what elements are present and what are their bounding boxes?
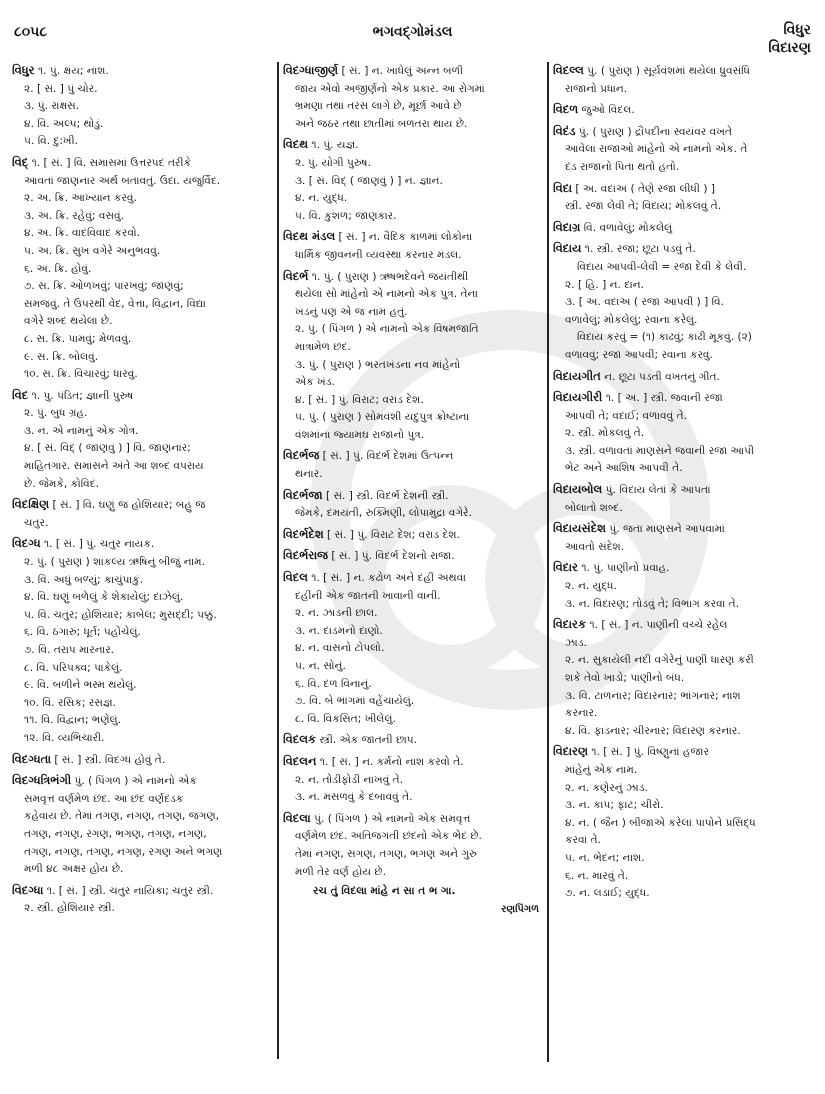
headword: વિદાયસંદેશ	[553, 521, 607, 536]
definition-line: થનાર.	[295, 468, 323, 481]
definition-line: ૨. ન. સુકાયેલી નદી વગેરેનું પાણી ધારણ કરી	[565, 654, 754, 667]
dictionary-entry	[283, 487, 545, 523]
headword: વિદાર	[553, 560, 578, 575]
definition-line: ૨. ન. કણેરનું ઝાડ.	[565, 781, 648, 794]
dictionary-entry	[553, 559, 817, 613]
definition-line: તગણ, નગણ, રગણ, ભગણ, તગણ, નગણ,	[24, 827, 207, 840]
headword: વિદર્ભદેશ	[283, 526, 324, 541]
entry-headline	[12, 751, 274, 770]
dictionary-entry	[283, 526, 545, 545]
dictionary-entry	[553, 240, 817, 364]
definition-line: ૭. ન. લડાઈ; યુદ્ધ.	[565, 887, 650, 900]
definition-line: આવેલા રાજાઓ માંહેનો એ નામનો એક. તે	[565, 143, 748, 156]
dictionary-entry	[12, 387, 274, 494]
headword: વિદલક	[283, 732, 317, 747]
dictionary-entry	[553, 520, 817, 556]
entry-headline	[553, 389, 817, 408]
entry-headline	[12, 535, 274, 554]
dictionary-entry	[12, 535, 274, 747]
definition-text: પું. ( પિંગળ ) એ નામનો એક સમવૃત્ત	[310, 812, 471, 825]
dictionary-entry	[553, 219, 817, 238]
headword: વિદા	[553, 180, 573, 195]
definition-text: પું. વિદાય લેતાં કે આપતાં	[602, 484, 711, 497]
definition-text: ૧. પું. પાણીનો પ્રવાહ.	[577, 562, 670, 575]
headword: વિદ	[12, 387, 29, 402]
headword: વિદારક	[553, 617, 587, 632]
definition-line: બોલાતો શબ્દ.	[565, 501, 623, 514]
definition-line: ૫. વિ. દુ:ખી.	[24, 135, 79, 148]
definition-line: તેમાં નગણ, સગણ, તગણ, ભગણ અને ગુરુ	[295, 847, 477, 860]
page-number: ૮૦૫૮	[14, 24, 48, 40]
definition-text: [ સં. ] વિ. ઘણું જ હોશિયાર; બહુ જ	[49, 499, 206, 512]
dictionary-entry	[553, 389, 817, 478]
headword: વિદલન	[283, 753, 317, 768]
dictionary-entry	[283, 228, 545, 264]
headword: વિદાગ્ર	[553, 219, 581, 234]
definition-line: ૩. ન. કાપ; ફાટ; ચીરો.	[565, 799, 664, 812]
definition-line: માંહેનું એક નામ.	[565, 763, 638, 776]
definition-line: માહિતગાર. સમાસને અંતે આ શબ્દ વપરાય	[24, 460, 204, 473]
definition-text: પું. ( પિંગળ ) એ નામનો એક	[71, 775, 197, 788]
definition-text: [ સં. ] ન. વૈદિક કાળમાં લોકોના	[335, 231, 473, 244]
definition-text: [ સં. ] પું. વિરાટ દેશ; વરાડ દેશ.	[323, 528, 460, 541]
headword: વિદાયગીત	[553, 368, 601, 383]
definition-line: ૬. વિ. ઠગારું; ધૂર્ત; પહોંચેલું.	[24, 626, 141, 639]
definition-line: ૪. વિ. ઘણું બળેલું કે શેકાયેલું; દાઝેલું.	[24, 591, 184, 604]
definition-line: ૩. [ સં. વિદ્ ( જાણવું ) ] ન. જ્ઞાન.	[295, 174, 443, 187]
entry-headline	[283, 487, 545, 506]
dictionary-entry	[283, 136, 545, 225]
definition-line: ૫. અ. ક્રિ. સુખ વગેરે અનુભવવું.	[24, 244, 161, 257]
definition-line: ખંડનું પણ એ જ નામ હતું.	[295, 305, 408, 318]
definition-line: કરવાં તે.	[565, 834, 601, 847]
definition-line: શકે તેવો ખાડો; પાણીનો બંધ.	[565, 672, 685, 684]
dictionary-entry	[553, 62, 817, 98]
definition-line: ૧૨. વિ. વ્યભિચારી.	[24, 731, 105, 744]
entry-headline	[283, 62, 545, 81]
definition-line: ૩. [ અ. વદાઅ ( રજા આપવી ) ] વિ.	[565, 296, 725, 309]
definition-line: ૨. ન. ઝાડની છાલ.	[295, 607, 378, 620]
definition-text: [ સં. ] પું. વિદર્ભ દેશમાં ઉત્પન્ન	[319, 450, 454, 463]
definition-text: ૧. [ સં. ] ન. પાણીની વચ્ચે રહેલ	[586, 619, 728, 632]
definition-line: ૨. સ્ત્રી. હોશિયાર સ્ત્રી.	[24, 902, 115, 915]
definition-text: [ સં. ] પું. વિદર્ભ દેશનો રાજા.	[328, 550, 455, 563]
column-1	[12, 62, 274, 921]
dictionary-entry	[553, 481, 817, 517]
definition-line: ૬. ન. મારવું તે.	[565, 869, 629, 882]
headword: વિદાયબોલ	[553, 482, 603, 497]
headword: વિધુર	[12, 63, 35, 77]
definition-line: ૩. ન. એ નામનું એક ગોત્ર.	[24, 424, 139, 437]
headword: વિદલા	[283, 810, 311, 825]
entry-headline	[283, 447, 545, 466]
definition-line: માત્રામેળ છંદ.	[295, 340, 351, 353]
definition-line: ૬. અ. ક્રિ. હોવું.	[24, 262, 92, 275]
entry-headline	[283, 753, 545, 772]
column-2	[283, 62, 545, 921]
definition-line: ૨. [ સં. ] પું ચોર.	[24, 82, 98, 95]
dictionary-entry	[12, 154, 274, 384]
dictionary-entry	[553, 743, 817, 902]
dictionary-entry	[283, 547, 545, 566]
column-3	[553, 62, 817, 906]
dictionary-entry	[283, 731, 545, 750]
definition-line: ૫. વિ. કુશળ; જાણકાર.	[295, 209, 397, 222]
definition-line: ૧૦. વિં. રસિક; રસજ્ઞ.	[24, 696, 117, 709]
definition-line: મળી ૪૮ અક્ષર હોય છે.	[24, 863, 124, 876]
definition-text: [ સં. ] સ્ત્રી. વિદર્ભ દેશની સ્ત્રી.	[322, 489, 449, 502]
definition-line: જાય એવો અજીર્ણનો એક પ્રકાર. આ રોગમાં	[295, 82, 485, 95]
headword: વિદર્ભજા	[283, 487, 323, 502]
dictionary-entry	[283, 810, 545, 919]
entry-headline	[553, 180, 817, 199]
entry-headline	[553, 481, 817, 500]
dictionary-entry	[553, 123, 817, 177]
column-divider	[277, 62, 279, 1059]
definition-line: મળી તેર વર્ણ હોય છે.	[295, 865, 386, 878]
headword: વિદંડ	[553, 123, 576, 138]
guide-word-first: વિધુર	[783, 22, 811, 38]
entry-headline	[553, 123, 817, 142]
headword: વિદ્	[12, 154, 29, 169]
headword: વિદારણ	[553, 744, 588, 759]
guide-word-last: વિદારણ	[768, 40, 811, 56]
headword: વિદથ મંડલ	[283, 229, 336, 244]
definition-line: ૪. ન. વાંસનો ટોપલો.	[295, 642, 385, 655]
definition-text: ૧. [ સં. ] વિ. સમાસમાં ઉત્તરપદ તરીકે	[28, 156, 191, 169]
definition-line: ચતુર.	[24, 516, 49, 529]
definition-text: ૧. સ્ત્રી. રજા; છૂટા પડવું તે.	[581, 243, 696, 256]
definition-text: [ અ. વદાઅ ( તેણે રજા લીધી ) ]	[572, 182, 715, 195]
entry-headline	[12, 496, 274, 515]
column-divider	[547, 62, 549, 1062]
entry-headline	[553, 616, 817, 635]
example-verse: રચ તું વિદલા માંહે ન સા ત ભ ગા.	[313, 885, 456, 898]
definition-text: વિ. વળાવેલું; મોકલેલું	[580, 221, 673, 234]
dictionary-entry	[553, 616, 817, 740]
dictionary-entry	[283, 268, 545, 445]
definition-text: ૧. [ સં. ] પું. વિષ્ણુનાં હજાર	[587, 746, 709, 759]
headword: વિદાયગીરી	[553, 390, 603, 405]
definition-line: ૩. સ્ત્રી. વળાવતાં માણસને જવાની રજા આપી	[565, 444, 755, 457]
definition-line: એક ખંડ.	[295, 376, 335, 389]
definition-line: ૩. વિ. ટાળનાર; વિદારનાર; ભાંગનાર; નાશ	[565, 689, 741, 702]
definition-text: ન. છૂટા પડતી વખતનું ગીત.	[600, 370, 720, 383]
definition-line: જેમકે, દમયંતી, રુક્મિણી, લોપામુદ્રા વગેરે.	[295, 507, 472, 520]
definition-line: વળાવેલું; મોકલેલું; રવાના કરેલું.	[565, 313, 698, 326]
definition-line: દહીંની એક જાતની ખાવાની વાની.	[295, 589, 441, 602]
definition-line: ૩. વિ. અધું બળ્યું; કાચુંપાકું.	[24, 573, 143, 586]
definition-text: જુઓ વિદલ.	[578, 104, 635, 117]
entry-headline	[283, 526, 545, 545]
dictionary-entry	[283, 447, 545, 483]
headword: વિદગ્ધતા	[12, 751, 52, 766]
definition-text: ૧. પું. યજ્ઞ.	[308, 139, 359, 152]
dictionary-entry	[12, 751, 274, 770]
headword: વિદગ્ધા	[12, 882, 44, 897]
entry-headline	[553, 219, 817, 238]
dictionary-entry	[12, 496, 274, 532]
definition-line: આવતો સંદેશ.	[565, 540, 625, 553]
headword: વિદગ્ધાજીર્ણ	[283, 63, 339, 77]
definition-line: તગણ, નગણ, તગણ, નગણ, રગણ અને ભગણ	[24, 845, 223, 858]
definition-text: ૧. [ સં. ] પું. ચતુર નાયક.	[40, 538, 155, 551]
entry-headline	[12, 62, 274, 81]
definition-line: ૨. પું. બુધ ગ્રહ.	[24, 407, 88, 420]
entry-headline	[283, 136, 545, 155]
definition-line: વર્ણમેળ છંદ. અતિજગતી છંદનો એક ભેદ છે.	[295, 830, 482, 843]
book-title: ભગવદ્ગોમંડલ	[372, 24, 453, 40]
entry-headline	[283, 228, 545, 247]
entry-headline	[283, 547, 545, 566]
entry-headline	[553, 240, 817, 259]
entry-headline	[12, 387, 274, 406]
definition-line: ૫. ન. ભેદન; નાશ.	[565, 851, 645, 864]
entry-headline	[283, 268, 545, 287]
definition-line: ભ્રમણા તથા તરસ લાગે છે, મૂર્છા આવે છે	[295, 100, 462, 113]
entry-headline	[283, 810, 545, 829]
definition-text: પું. ( પુરાણ ) દ્રૌપદીના સ્વયંવર વખતે	[575, 125, 733, 138]
headword: વિદળ	[553, 102, 579, 117]
definition-line: ૨. પું. ( પિંગળ ) એ નામનો એક વિષમજાતિ	[295, 323, 479, 336]
headword: વિદગ્ધ	[12, 536, 41, 551]
dictionary-entry	[553, 368, 817, 387]
entry-headline	[553, 101, 817, 120]
entry-headline	[553, 62, 817, 81]
definition-line: ૭. વિ. તરાપ મારનાર.	[24, 644, 115, 656]
definition-line: ૨. ન. યુદ્ધ.	[565, 580, 617, 593]
definition-line: ૩. ન. દાડમનો દાણો.	[295, 624, 383, 637]
definition-line: ૭. સ. ક્રિ. ઓળખવું; પારખવું; જાણવું;	[24, 280, 184, 293]
definition-line: ૪. અ. ક્રિ. વાદવિવાદ કરવો.	[24, 227, 140, 240]
definition-text: [ સં. ] ન. ખાધેલું અન્ન બળી	[338, 65, 463, 77]
definition-line: વળાવવું; રજા આપવી; રવાના કરવું.	[565, 348, 713, 361]
headword: વિદાય	[553, 241, 582, 256]
definition-line: ૪. ન. યુદ્ધ.	[295, 192, 348, 205]
headword: વિદક્ષિણ	[12, 497, 50, 512]
entry-headline	[12, 882, 274, 901]
definition-line: આવતાં જાણનાર અર્થ બતાવતું. ઉદા. યજુર્વિદ.	[24, 174, 221, 187]
definition-text: ૧. પું. ક્ષય; નાશ.	[34, 65, 109, 77]
definition-text: ૧. [ સં. ] સ્ત્રી. ચતુર નાયિકા; ચતુર સ્ત્રી.	[43, 884, 214, 897]
definition-line: ૩. પું. ( પુરાણ ) ભરતખંડના નવ માંહેનો	[295, 358, 461, 371]
dictionary-entry	[283, 753, 545, 807]
definition-line: થયેલા સો માંહેનો એ નામનો એક પુત્ર. તેના	[295, 288, 478, 301]
entry-headline	[12, 154, 274, 173]
headword: વિદગ્ધત્રિભંગી	[12, 773, 72, 788]
definition-line: ૪. ન. ( જૈન ) બીજાએ કરેલાં પાપોને પ્રસિદ્ધ	[565, 816, 756, 829]
definition-line: ૩. ન. વિદારણ; તોડવું તે; વિભાગ કરવા તે.	[565, 597, 740, 610]
definition-line: ૩. પું. રાક્ષસ.	[24, 100, 80, 113]
definition-line: ૨. પું. યોગી પુરુષ.	[295, 156, 371, 169]
definition-text: પું. ( પુરાણ ) સૂર્યવંશમાં થયેલા ધ્રુવસંધિ	[583, 65, 750, 77]
entry-headline	[12, 772, 274, 791]
definition-line: ૨. પું. ( પુરાણ ) શાકલ્ય ઋષિનું બીજું નામ.	[24, 556, 206, 569]
definition-line: ભેટ અને આશિષ આપવી તે.	[565, 462, 683, 475]
headword: વિદર્ભજ	[283, 448, 320, 463]
definition-line: આપવી તે; વદાઈ; વળાવવું તે.	[565, 409, 687, 422]
definition-text: ૧. પું. ( પુરાણ ) ઋષભદેવને જયંતીથી	[308, 270, 469, 283]
entry-headline	[553, 743, 817, 762]
definition-line: ૫. ન. સોનું.	[295, 660, 346, 672]
definition-line: ૧૧. વિ. વિદ્વાન; ભણેલું.	[24, 714, 121, 727]
definition-line: કરનાર.	[565, 707, 598, 720]
dictionary-entry	[12, 62, 274, 151]
dictionary-entry	[553, 180, 817, 216]
definition-line: ૨. અ. ક્રિ. આખ્યાન કરવું.	[24, 192, 137, 205]
definition-line: ૪. વિ. અલ્પ; થોડું.	[24, 117, 104, 130]
dictionary-entry	[12, 772, 274, 879]
definition-line: ૩. ન. મસળવું કે દબાવવું તે.	[295, 791, 413, 804]
definition-line: ૧૦. સ. ક્રિ. વિચારવું; ધારવું.	[24, 368, 138, 381]
definition-line: ૪. [ સં. વિદ્ ( જાણવું ) ] વિ. જાણનાર;	[24, 442, 191, 455]
definition-line: ૭. વિ. બે ભાગમાં વહેંચાયેલું.	[295, 695, 415, 708]
definition-line: વિદાય કરવું = (૧) કાઢવું; કાઢી મૂકવું. (૨)	[577, 331, 752, 344]
source-credit: રણપિંગળ	[501, 903, 539, 915]
definition-line: ૮. વિ. વિકસિત; ખીલેલું.	[295, 712, 396, 725]
definition-line: ૨. સ્ત્રી. મોકલવું તે.	[565, 427, 645, 440]
dictionary-entry	[12, 882, 274, 918]
definition-line: ઝાડ.	[565, 636, 587, 649]
definition-line: કહેવાય છે. તેમાં તગણ, નગણ, તગણ, જગણ,	[24, 810, 220, 823]
definition-text: ૧. પુ. પંડિત; જ્ઞાની પુરુષ	[28, 389, 134, 402]
definition-line: ધાર્મિક જીવનની વ્યવસ્થા કરનાર મંડલ.	[295, 248, 462, 261]
definition-line: વગેરે શબ્દ થયેલા છે.	[24, 315, 113, 328]
definition-text: પું. જતા માણસને આપવામાં	[606, 523, 725, 536]
entry-headline	[283, 731, 545, 750]
definition-line: સમજવું. તે ઉપરથી વેદ, વેત્તા, વિદ્વાન, વિદ્યા	[24, 297, 206, 310]
dictionary-entry	[283, 569, 545, 728]
definition-line: દંડ રાજાનો પિતા થતો હતો.	[565, 160, 680, 173]
definition-line: ૫. પું. ( પુરાણ ) સોમવંશી યદુપુત્ર ક્રોષ્ટાના	[295, 411, 470, 424]
definition-text: ૧. [ અ. ] સ્ત્રી. જવાની રજા	[602, 392, 723, 405]
definition-text: સ્ત્રી. એક જાતની છાપ.	[316, 734, 418, 747]
page-header	[0, 18, 825, 58]
dictionary-entry	[553, 101, 817, 120]
dictionary-entry	[283, 62, 545, 133]
definition-line: ૩. અ. ક્રિ. રહેવું; વસવું.	[24, 209, 125, 222]
definition-line: ૯. સ. ક્રિ. બોલવું.	[24, 350, 99, 363]
definition-line: ૪. વિ. ફાડનાર; ચીરનાર; વિદારણ કરનાર.	[565, 724, 741, 737]
headword: વિદર્ભ	[283, 268, 309, 283]
definition-line: અને જઠર તથા છાતીમાં બળતરા થાય છે.	[295, 117, 468, 130]
entry-headline	[553, 520, 817, 539]
definition-text: ૧. [ સં. ] ન. કઢોળ અને દહીં અથવા	[307, 572, 466, 585]
definition-line: ૬. વિ. દળ વિનાનું.	[295, 677, 372, 690]
definition-line: સમવૃત્ત વર્ણમેળ છંદ. આ છંદ વર્ણદંડક	[24, 792, 184, 805]
definition-line: ૯. વિ. બળીને ભસ્મ થયેલું.	[24, 679, 137, 692]
definition-line: વિદાય આપવી-લેવી = રજા દેવી કે લેવી.	[577, 260, 747, 273]
headword: વિદલ	[283, 570, 308, 585]
entry-headline	[553, 368, 817, 387]
definition-text: ૧. [ સં. ] ન. કર્મનો નાશ કરવો તે.	[316, 755, 464, 768]
headword: વિદથ	[283, 137, 309, 152]
definition-line: ૪. [ સં. ] પું. વિરાટ; વરાડ દેશ.	[295, 393, 424, 406]
entry-headline	[283, 569, 545, 588]
headword: વિદર્ભરાજ	[283, 548, 329, 563]
definition-line: ૫. વિ. ચતુર; હોશિયાર; કાબેલ; મુસદ્દી; પક્કું.	[24, 608, 217, 621]
headword: વિદલ્લ	[553, 63, 584, 77]
definition-line: ૨. ન. તોડીફોડી નાખવું તે.	[295, 773, 404, 786]
definition-text: [ સં. ] સ્ત્રી. વિદગ્ધ હોવું તે.	[51, 753, 166, 766]
definition-line: વંશમાંના જ્યામઘ રાજાનો પુત્ર.	[295, 428, 425, 441]
definition-line: છે. જેમકે, કોવિદ.	[24, 477, 100, 490]
definition-line: ૮. વિ. પરિપક્વ; પાકેલું.	[24, 661, 123, 674]
entry-headline	[553, 559, 817, 578]
definition-line: રાજાનો પ્રધાન.	[565, 82, 628, 95]
definition-line: સ્ત્રી. રજા લેવી તે; વિદાય; મોકલવું તે.	[565, 200, 722, 213]
definition-line: ૮. સ. ક્રિ. પામવું; મેળવવું.	[24, 332, 132, 345]
definition-line: ૨. [ હિ. ] ન. દાન.	[565, 278, 645, 291]
